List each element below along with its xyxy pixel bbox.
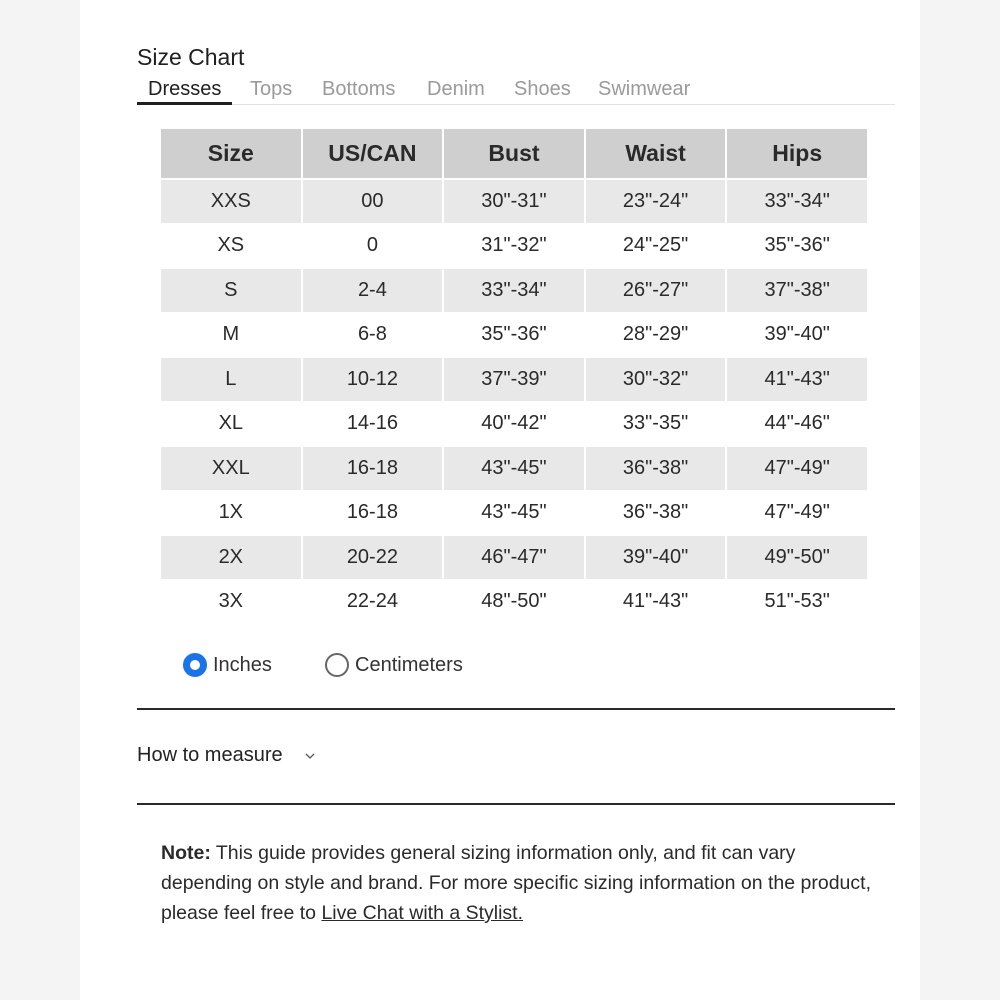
table-row [161,180,867,223]
cell-hips: 37"-38" [727,269,867,312]
cell-bust: 46"-47" [444,536,584,579]
table-header-row [161,129,867,178]
cell-size: L [161,358,301,401]
cell-hips: 41"-43" [727,358,867,401]
cell-hips: 49"-50" [727,536,867,579]
table-row [161,403,867,446]
cell-bust: 48"-50" [444,581,584,624]
column-header-us-can: US/CAN [303,129,443,178]
cell-waist: 33"-35" [586,403,726,446]
cell-size: 3X [161,581,301,624]
cell-hips: 39"-40" [727,314,867,357]
cell-size: 2X [161,536,301,579]
chevron-down-icon[interactable] [305,751,315,761]
table-row [161,225,867,268]
cell-waist: 39"-40" [586,536,726,579]
how-to-measure-label: How to measure [137,744,283,766]
tab-shoes[interactable]: Shoes [514,78,571,100]
cell-waist: 24"-25" [586,225,726,268]
unit-label-inches: Inches [213,653,272,676]
column-header-hips: Hips [727,129,867,178]
cell-waist: 26"-27" [586,269,726,312]
cell-bust: 35"-36" [444,314,584,357]
cell-hips: 51"-53" [727,581,867,624]
sizing-note [161,838,881,928]
cell-hips: 47"-49" [727,492,867,535]
column-header-size: Size [161,129,301,178]
cell-hips: 47"-49" [727,447,867,490]
live-chat-link[interactable]: Live Chat with a Stylist. [321,902,524,924]
note-text: This guide provides general sizing information only, and fit can vary depending on style and brand. For more specific sizing information on the product, please feel free to [161,842,871,924]
cell-size: XS [161,225,301,268]
cell-hips: 35"-36" [727,225,867,268]
unit-option-inches[interactable] [183,653,272,677]
cell-us-can: 20-22 [303,536,443,579]
tab-swimwear[interactable]: Swimwear [598,78,691,100]
cell-waist: 30"-32" [586,358,726,401]
cell-size: S [161,269,301,312]
table-row [161,269,867,312]
cell-size: XXS [161,180,301,223]
cell-us-can: 2-4 [303,269,443,312]
cell-bust: 31"-32" [444,225,584,268]
cell-size: M [161,314,301,357]
cell-bust: 37"-39" [444,358,584,401]
cell-us-can: 14-16 [303,403,443,446]
cell-us-can: 0 [303,225,443,268]
cell-us-can: 00 [303,180,443,223]
column-header-bust: Bust [444,129,584,178]
cell-bust: 33"-34" [444,269,584,312]
cell-size: 1X [161,492,301,535]
cell-hips: 33"-34" [727,180,867,223]
cell-bust: 43"-45" [444,492,584,535]
cell-us-can: 6-8 [303,314,443,357]
cell-waist: 28"-29" [586,314,726,357]
cell-hips: 44"-46" [727,403,867,446]
tab-dresses[interactable]: Dresses [137,78,232,105]
cell-waist: 36"-38" [586,492,726,535]
tab-denim[interactable]: Denim [427,78,485,100]
tab-tops[interactable]: Tops [250,78,293,100]
divider [137,803,895,805]
cell-us-can: 16-18 [303,492,443,535]
table-row [161,314,867,357]
table-row [161,492,867,535]
divider [137,708,895,710]
table-row [161,447,867,490]
cell-waist: 23"-24" [586,180,726,223]
cell-bust: 40"-42" [444,403,584,446]
cell-size: XXL [161,447,301,490]
unit-label-centimeters: Centimeters [355,653,463,676]
table-row [161,536,867,579]
radio-selected-icon[interactable] [183,653,207,677]
cell-bust: 30"-31" [444,180,584,223]
radio-unselected-icon[interactable] [325,653,349,677]
column-header-waist: Waist [586,129,726,178]
note-heading: Note: [161,842,211,864]
cell-us-can: 22-24 [303,581,443,624]
tab-bottoms[interactable]: Bottoms [322,78,396,100]
size-chart-table [159,127,869,625]
cell-us-can: 16-18 [303,447,443,490]
table-row [161,581,867,624]
cell-size: XL [161,403,301,446]
category-tabs [137,78,895,105]
how-to-measure-toggle[interactable] [137,744,315,767]
unit-option-centimeters[interactable] [325,653,463,677]
cell-waist: 41"-43" [586,581,726,624]
cell-waist: 36"-38" [586,447,726,490]
cell-us-can: 10-12 [303,358,443,401]
cell-bust: 43"-45" [444,447,584,490]
table-row [161,358,867,401]
page-title: Size Chart [137,44,245,70]
